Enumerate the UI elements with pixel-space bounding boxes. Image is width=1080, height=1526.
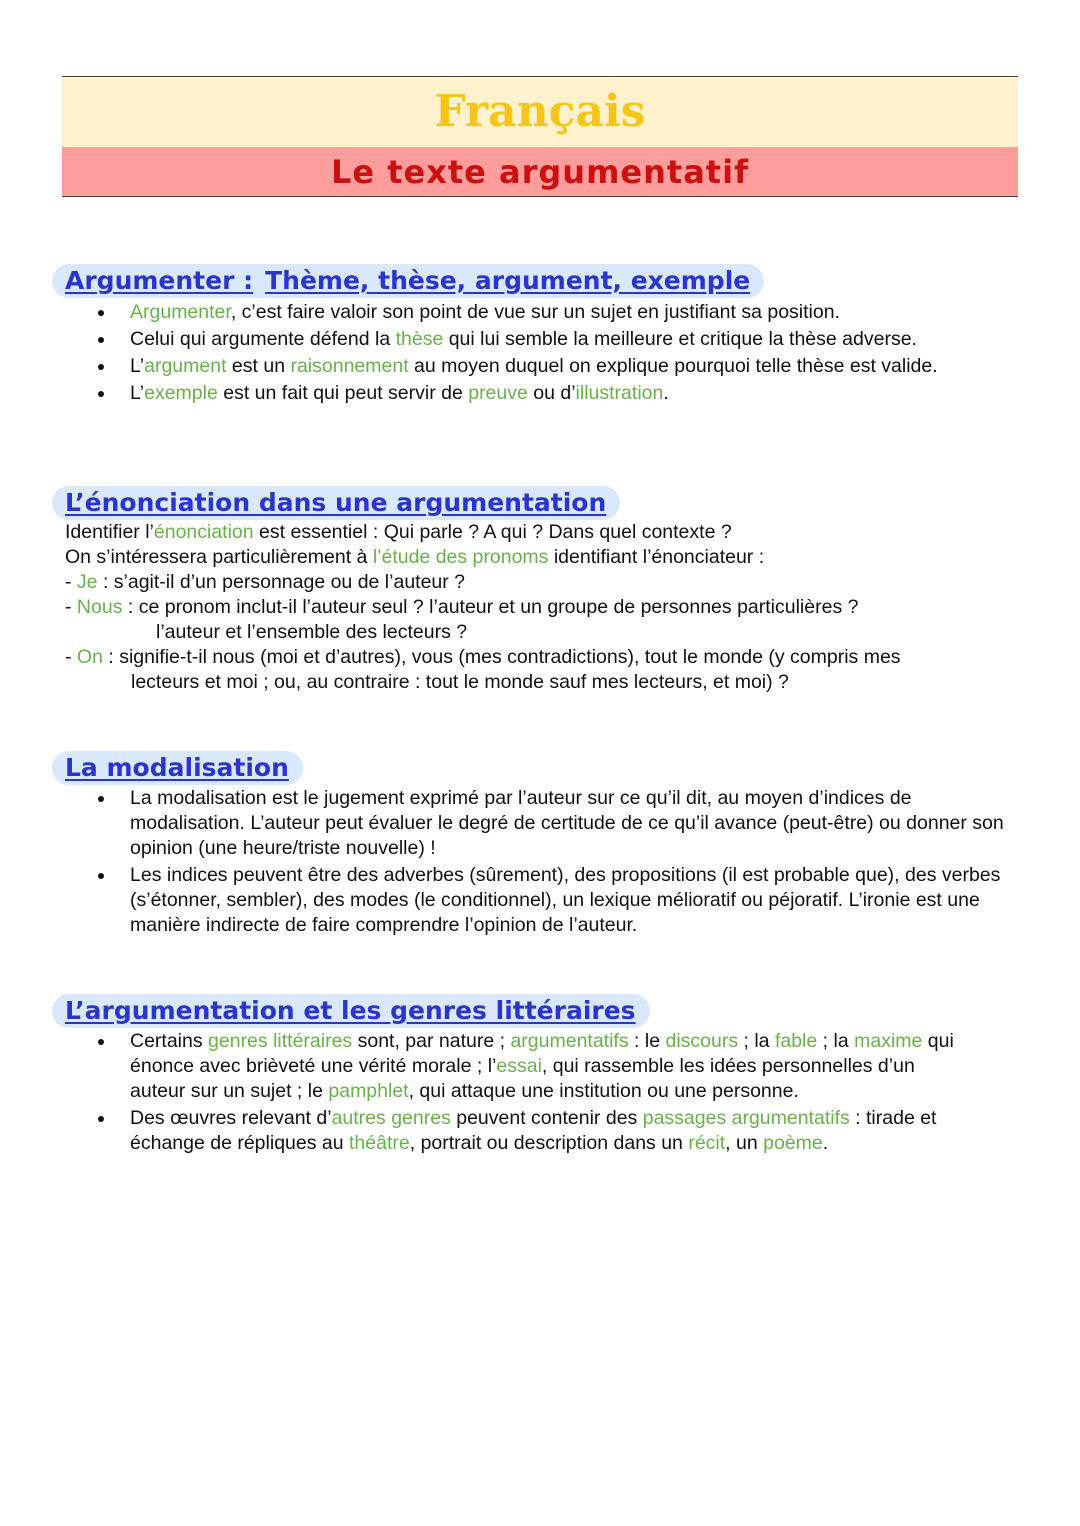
bullet-list: [52, 1029, 1022, 1156]
section-heading-argumenter: [52, 264, 764, 298]
list-item: Les indices peuvent être des adverbes (sûrement), des propositions (il est probable que), des verbes (s’étonner, sembler), des modes (le conditionnel), un lexique mélioratif ou péjoratif. L’ironie est une manière indirecte de faire comprendre l’opinion de l’auteur.: [52, 863, 1010, 938]
section-heading-enonciation: L’énonciation dans une argumentation: [52, 486, 620, 520]
section-argumenter: [52, 264, 1022, 406]
section-heading-modalisation: La modalisation: [52, 751, 303, 785]
list-item: Argumenter, c’est faire valoir son point de vue sur un sujet en justifiant sa position.: [52, 300, 1022, 325]
heading-part-b: Thème, thèse, argument, exemple: [265, 266, 751, 295]
section-modalisation: [52, 751, 1022, 938]
text-line: Identifier l’énonciation est essentiel : Qui parle ? A qui ? Dans quel contexte ?: [65, 521, 732, 543]
text-line: lecteurs et moi ; ou, au contraire : tout le monde sauf mes lecteurs, et moi) ?: [131, 671, 789, 693]
list-item: L’exemple est un fait qui peut servir de preuve ou d’illustration.: [52, 381, 1022, 406]
list-item: La modalisation est le jugement exprimé par l’auteur sur ce qu’il dit, au moyen d’indices de modalisation. L’auteur peut évaluer le degré de certitude de ce qu’il avance (peut-être) ou donner son opinion (une heure/triste nouvelle) !: [52, 786, 1010, 861]
section-enonciation: [52, 486, 1022, 695]
text-line: - On : signifie-t-il nous (moi et d’autres), vous (mes contradictions), tout le monde (y compris mes: [65, 646, 901, 668]
text-line: - Je : s’agit-il d’un personnage ou de l’auteur ?: [65, 571, 466, 593]
text-line: On s’intéressera particulièrement à l’étude des pronoms identifiant l’énonciateur :: [65, 546, 765, 568]
text-line: l’auteur et l’ensemble des lecteurs ?: [156, 621, 468, 643]
section-genres: [52, 994, 1022, 1156]
page-subtitle: Le texte argumentatif: [62, 147, 1018, 197]
page-title: Français: [62, 76, 1018, 147]
list-item: Celui qui argumente défend la thèse qui lui semble la meilleure et critique la thèse adverse.: [52, 327, 1022, 352]
list-item: Des œuvres relevant d’autres genres peuvent contenir des passages argumentatifs : tirade et échange de répliques au théâtre, portrait ou description dans un récit, un poème.: [52, 1106, 1012, 1156]
section-heading-genres: L’argumentation et les genres littéraires: [52, 994, 650, 1028]
bullet-list: [52, 786, 1022, 938]
page-header: [62, 76, 1018, 197]
list-item: Certains genres littéraires sont, par nature ; argumentatifs : le discours ; la fable ; la maxime qui énonce avec brièveté une vérité morale ; l’essai, qui rassemble les idées personnelles d’un auteur sur un sujet ; le pamphlet, qui attaque une institution ou une personne.: [52, 1029, 1012, 1104]
bullet-list: [52, 300, 1022, 406]
text-line: - Nous : ce pronom inclut-il l’auteur seul ? l’auteur et un groupe de personnes particulières ?: [65, 596, 859, 618]
heading-part-a: Argumenter :: [65, 266, 254, 295]
list-item: L’argument est un raisonnement au moyen duquel on explique pourquoi telle thèse est valide.: [52, 354, 1022, 379]
